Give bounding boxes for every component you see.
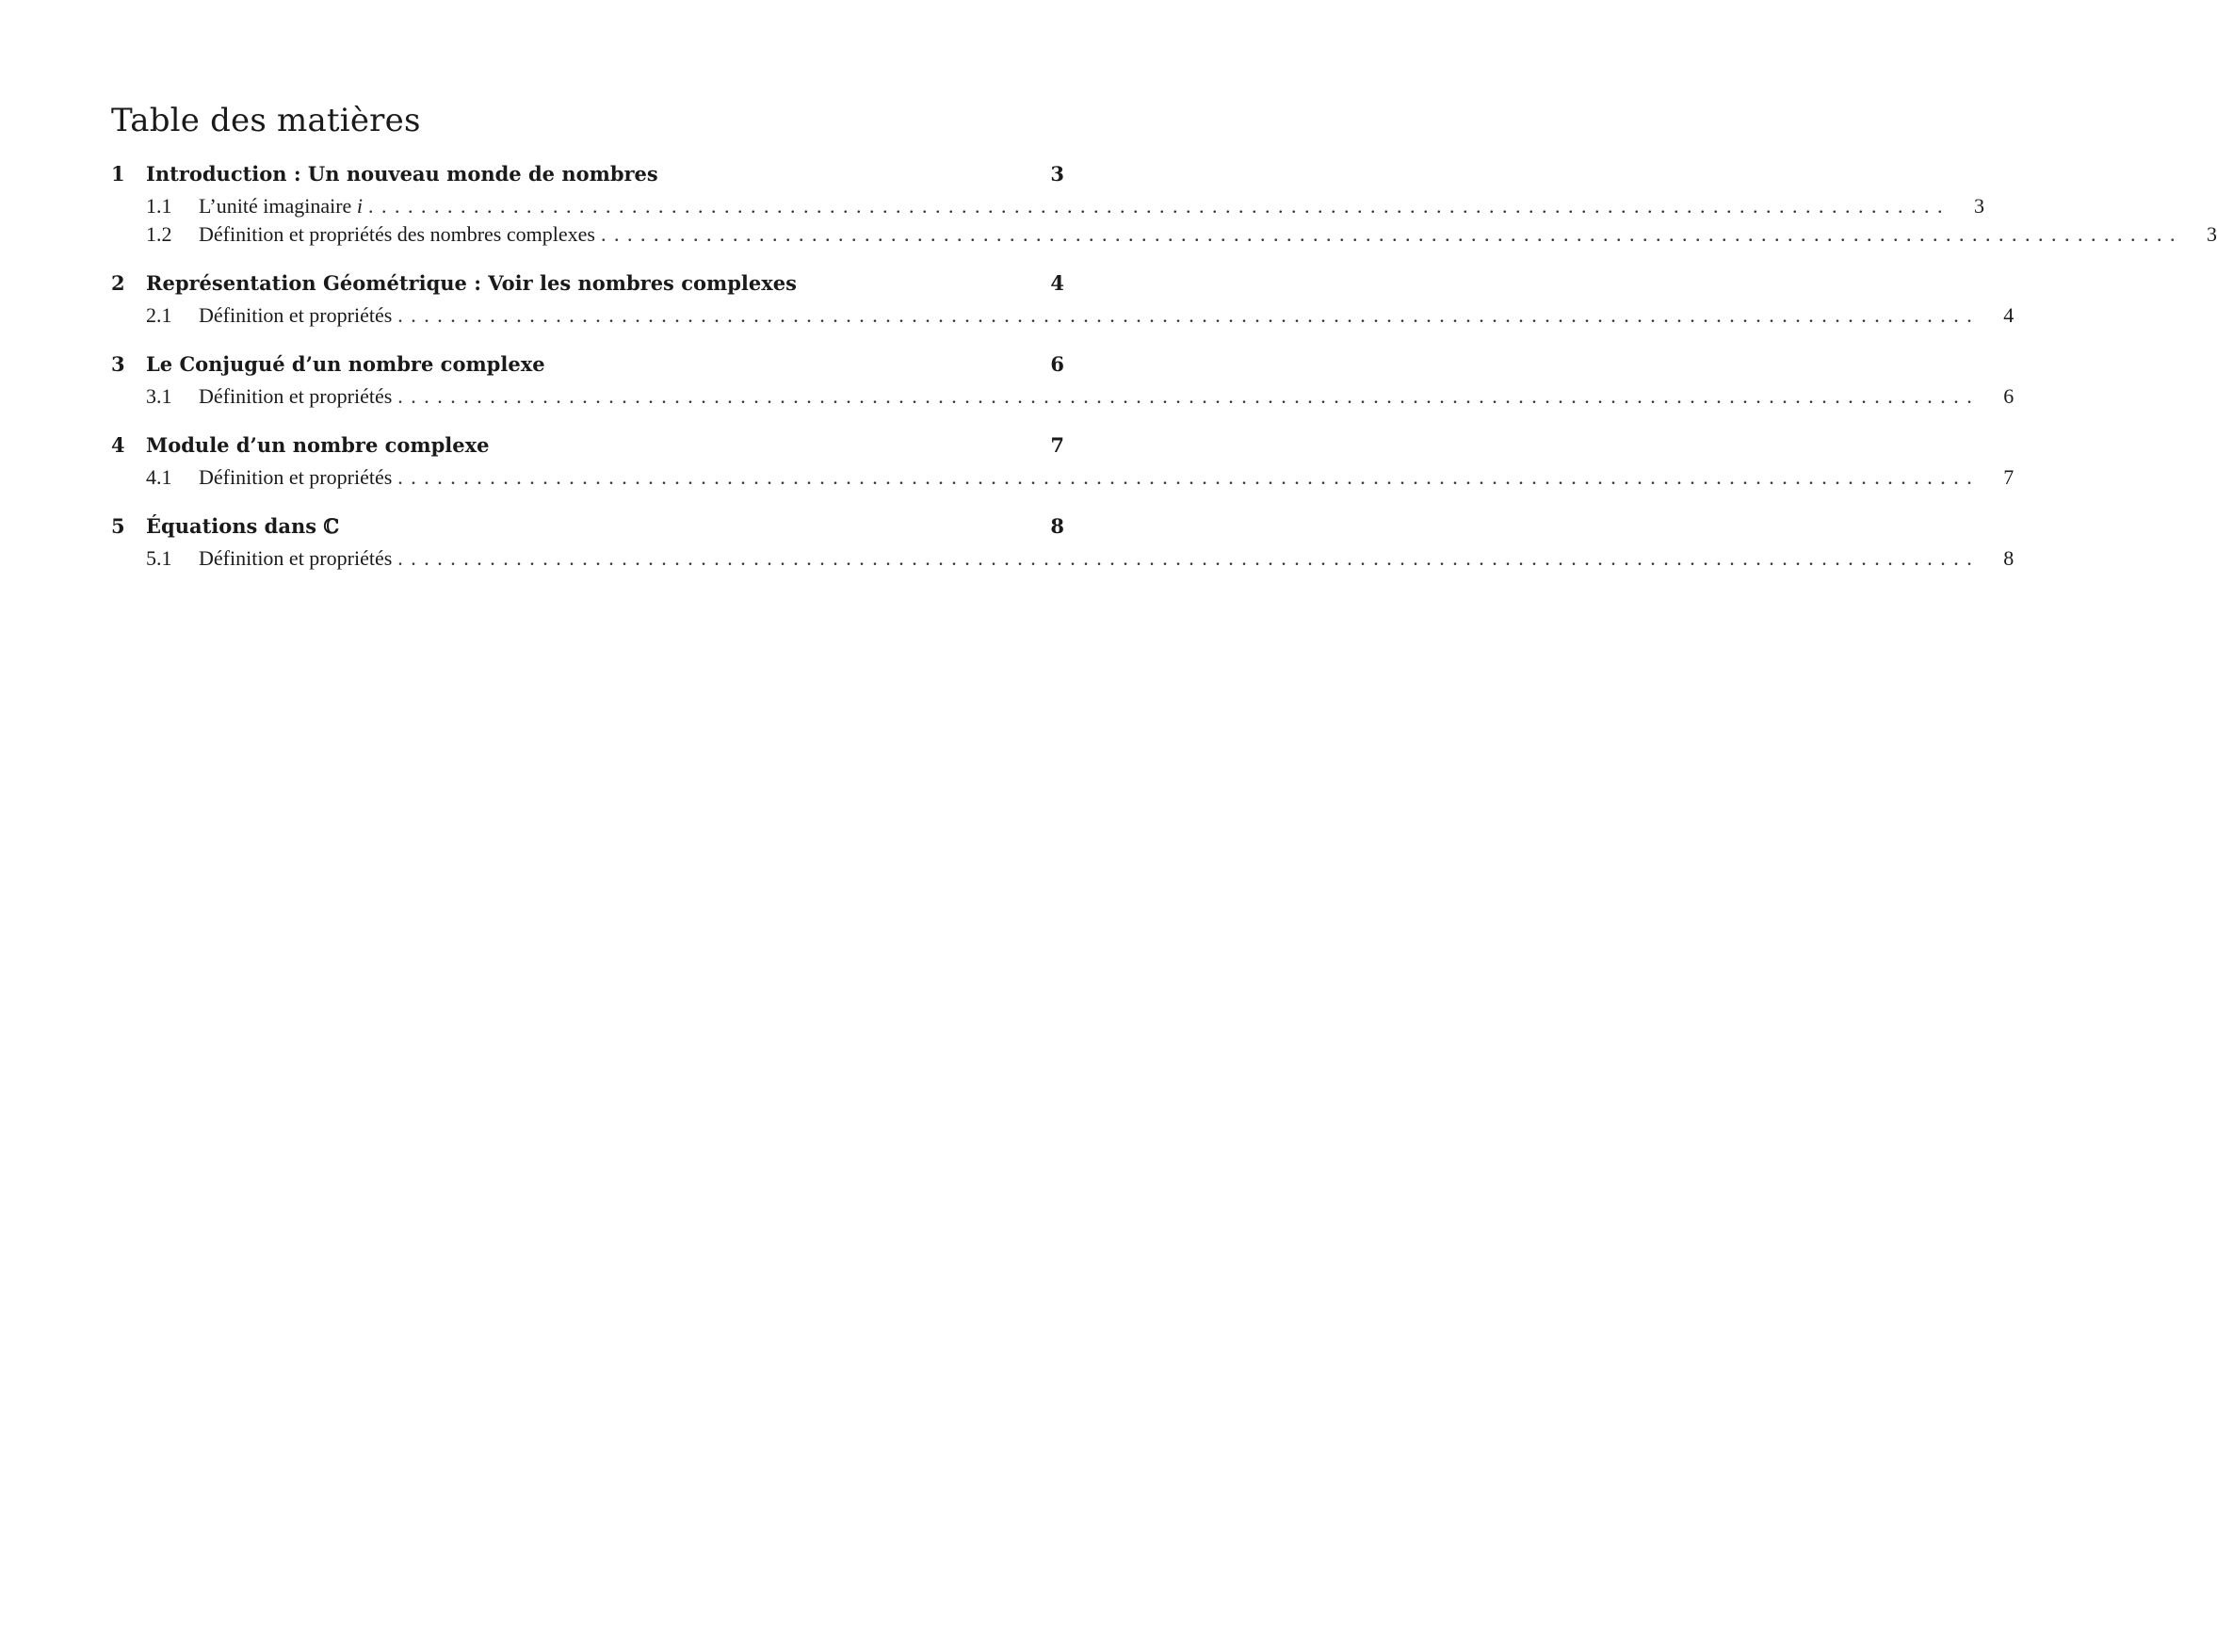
subsection-page-number: 3 — [2206, 222, 2217, 246]
subsection-number: 5.1 — [146, 546, 172, 570]
section-page-number: 4 — [1050, 271, 1064, 295]
toc-subsection-entry[interactable] — [111, 384, 2015, 413]
subsection-number: 4.1 — [146, 465, 172, 489]
section-title[interactable]: Introduction : Un nouveau monde de nombres — [146, 162, 658, 186]
subsection-page-number: 3 — [1973, 194, 1984, 218]
section-page-number: 6 — [1050, 352, 1064, 376]
toc-section — [111, 514, 2015, 575]
dot-leader: ........................................................................................................................ — [397, 465, 1981, 489]
subsection-number: 1.1 — [146, 194, 172, 218]
subsection-page-number: 7 — [2003, 465, 2015, 489]
section-number: 1 — [111, 162, 125, 186]
toc-section — [111, 352, 2015, 413]
section-number: 3 — [111, 352, 125, 376]
toc-subsection-entry[interactable] — [111, 303, 2015, 332]
toc-section-entry[interactable] — [111, 162, 1064, 194]
section-page-number: 3 — [1050, 162, 1064, 186]
toc-section — [111, 433, 2015, 494]
dot-leader: ........................................................................................................................ — [367, 194, 1950, 218]
subsection-page-number: 8 — [2003, 546, 2015, 570]
dot-leader: ........................................................................................................................ — [600, 222, 2183, 246]
toc-subsection-entry[interactable] — [111, 194, 1984, 222]
dot-leader: ........................................................................................................................ — [397, 303, 1981, 327]
toc-section-entry[interactable] — [111, 352, 1064, 384]
toc-subsection-entry[interactable] — [111, 465, 2015, 494]
section-number: 2 — [111, 271, 125, 295]
section-title[interactable]: Équations dans ℂ — [146, 514, 340, 538]
toc-subsection-entry[interactable] — [111, 222, 2217, 251]
toc-section — [111, 271, 2015, 332]
subsection-title[interactable]: Définition et propriétés — [199, 465, 393, 489]
dot-leader: ........................................................................................................................ — [397, 546, 1981, 570]
subsection-number: 2.1 — [146, 303, 172, 327]
toc-section — [111, 162, 2217, 251]
section-page-number: 8 — [1050, 514, 1064, 538]
table-of-contents — [111, 162, 2217, 595]
subsection-title[interactable]: Définition et propriétés — [199, 546, 393, 570]
toc-heading: Table des matières — [111, 102, 421, 139]
subsection-title-text: L’unité imaginaire — [199, 194, 352, 218]
section-title[interactable]: Le Conjugué d’un nombre complexe — [146, 352, 545, 376]
subsection-title[interactable]: Définition et propriétés — [199, 303, 393, 327]
toc-section-entry[interactable] — [111, 433, 1064, 465]
subsection-number: 1.2 — [146, 222, 172, 246]
subsection-page-number: 6 — [2003, 384, 2015, 408]
toc-subsection-entry[interactable] — [111, 546, 2015, 575]
math-symbol: i — [356, 194, 363, 218]
subsection-number: 3.1 — [146, 384, 172, 408]
section-page-number: 7 — [1050, 433, 1064, 457]
subsection-title[interactable] — [199, 194, 368, 219]
section-number: 5 — [111, 514, 125, 538]
subsection-title[interactable]: Définition et propriétés des nombres complexes — [199, 222, 595, 246]
section-title[interactable]: Représentation Géométrique : Voir les nombres complexes — [146, 271, 797, 295]
section-title[interactable]: Module d’un nombre complexe — [146, 433, 490, 457]
dot-leader: ........................................................................................................................ — [397, 384, 1981, 408]
subsection-page-number: 4 — [2003, 303, 2015, 327]
subsection-title[interactable]: Définition et propriétés — [199, 384, 393, 408]
toc-section-entry[interactable] — [111, 271, 1064, 303]
section-number: 4 — [111, 433, 125, 457]
toc-section-entry[interactable] — [111, 514, 1064, 546]
